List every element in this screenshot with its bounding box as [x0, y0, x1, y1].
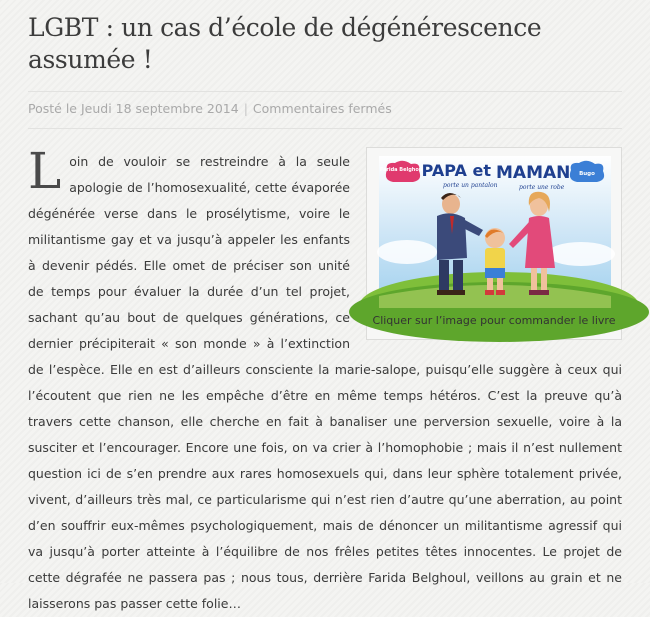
author-badge-text: Farida Belghoul [379, 167, 425, 173]
book-title-line2: MAMAN [496, 163, 571, 183]
drop-cap: L [28, 142, 62, 200]
comments-link[interactable]: Commentaires fermés [252, 101, 392, 116]
book-subtitle-left: porte un pantalon [443, 182, 498, 189]
meta-separator: | [243, 101, 248, 116]
book-cover-image[interactable] [379, 156, 611, 308]
article-body [28, 142, 622, 617]
book-title-line1: PAPA et [421, 161, 491, 180]
post-meta [28, 101, 392, 116]
post-title[interactable]: LGBT : un cas d’école de dégénérescence assumée ! [28, 13, 542, 74]
post-date: Posté le Jeudi 18 septembre 2014 [28, 101, 239, 116]
illustrator-badge-text: Bugo [579, 171, 595, 177]
figure-caption[interactable]: Cliquer sur l’image pour commander le livre [372, 314, 616, 327]
divider-bottom [28, 128, 622, 129]
article-paragraph: oin de vouloir se restreindre à la seule apologie de l’homosexualité, cette évaporée dégénérée verse dans le prosélytisme, voire le militantisme gay et va jusqu’à appeler les enfants à devenir pédés. Elle omet de préciser son unité de temps pour évaluer la durée d’un tel projet, sachant qu’au bout de quelques générations, ce dernier précipiterait « son monde » à l’extinction de l’espèce. Elle en est d’ailleurs consciente la marie-salope, puisqu’elle suggère à ceux qui l’écoutent que rien ne les empêche d’être en même temps hétéros. C’est la preuve qu’à travers cette chanson, elle cherche en fait à banaliser une perversion sexuelle, voire à la susciter et l’encourager. Encore une fois, on va crier à l’homophobie ; mais il n’est nullement question ici de s’en prendre aux rares homosexuels qui, dans leur sphère totalement privée, vivent, d’ailleurs très mal, ce particularisme qui n’est rien d’autre qu’une aberration, au point d’en souffrir eux-mêmes psychologiquement, mais de dénoncer un militantisme agressif qui va jusqu’à porter atteinte à l’équilibre de nos frêles petites têtes innocentes. Le projet de cette dégrafée ne passera pas ; nous tous, derrière Farida Belghoul, veillons au grain et ne laisserons pas passer cette folie… [28, 154, 622, 611]
book-figure [366, 147, 622, 340]
book-subtitle-right: porte une robe [519, 184, 565, 191]
divider-top [28, 91, 622, 92]
